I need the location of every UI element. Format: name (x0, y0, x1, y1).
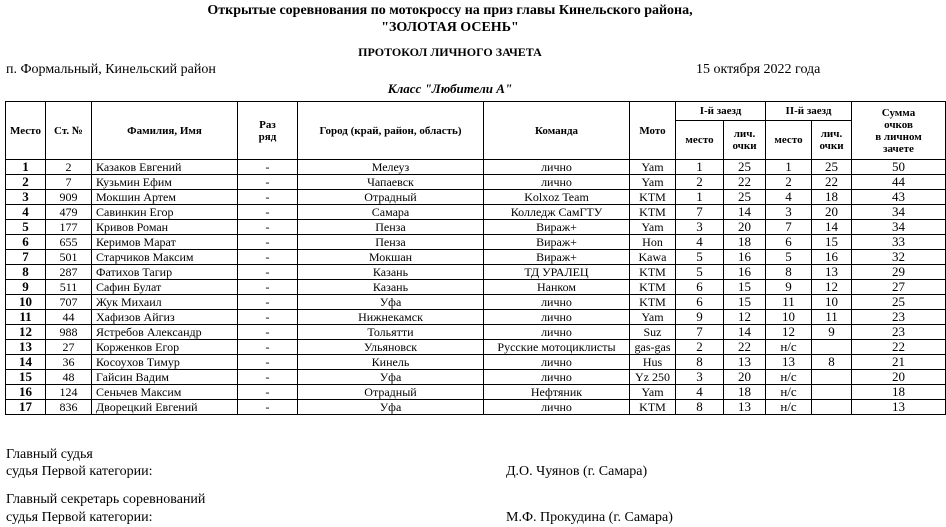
judge-title: Главный судья (6, 447, 93, 462)
cell-race2-place: н/с (766, 340, 812, 355)
cell-race2-points: 11 (812, 310, 852, 325)
cell-moto: KTM (630, 190, 676, 205)
cell-rank: - (238, 265, 298, 280)
cell-name: Кривов Роман (92, 220, 238, 235)
results-table (5, 101, 946, 415)
cell-race1-points: 22 (724, 340, 766, 355)
cell-team: лично (484, 400, 630, 415)
cell-moto: KTM (630, 205, 676, 220)
cell-place: 7 (6, 250, 46, 265)
cell-place: 4 (6, 205, 46, 220)
cell-start-no: 655 (46, 235, 92, 250)
cell-start-no: 287 (46, 265, 92, 280)
judge-category: судья Первой категории: (6, 464, 153, 479)
cell-city: Чапаевск (298, 175, 484, 190)
cell-team: лично (484, 325, 630, 340)
cell-place: 15 (6, 370, 46, 385)
cell-race2-place: 3 (766, 205, 812, 220)
cell-race2-place: 11 (766, 295, 812, 310)
cell-race1-points: 25 (724, 190, 766, 205)
header-moto: Мото (630, 102, 676, 160)
cell-race1-points: 22 (724, 175, 766, 190)
cell-rank: - (238, 220, 298, 235)
cell-race2-place: 6 (766, 235, 812, 250)
cell-rank: - (238, 250, 298, 265)
cell-race2-points (812, 400, 852, 415)
protocol-title: ПРОТОКОЛ ЛИЧНОГО ЗАЧЕТА (358, 45, 542, 59)
cell-place: 12 (6, 325, 46, 340)
cell-moto: Yam (630, 160, 676, 175)
cell-start-no: 479 (46, 205, 92, 220)
table-row (6, 295, 946, 310)
cell-race2-points (812, 385, 852, 400)
cell-city: Уфа (298, 370, 484, 385)
cell-race1-points: 18 (724, 235, 766, 250)
cell-place: 14 (6, 355, 46, 370)
cell-race1-points: 13 (724, 400, 766, 415)
cell-race2-place: 2 (766, 175, 812, 190)
cell-rank: - (238, 385, 298, 400)
cell-race1-points: 25 (724, 160, 766, 175)
table-row (6, 370, 946, 385)
cell-moto: Yam (630, 385, 676, 400)
cell-name: Гайсин Вадим (92, 370, 238, 385)
cell-race1-points: 12 (724, 310, 766, 325)
cell-name: Савинкин Егор (92, 205, 238, 220)
cell-start-no: 909 (46, 190, 92, 205)
cell-race2-place: н/с (766, 400, 812, 415)
cell-sum: 29 (852, 265, 946, 280)
cell-sum: 43 (852, 190, 946, 205)
cell-race1-points: 16 (724, 265, 766, 280)
cell-team: лично (484, 310, 630, 325)
cell-name: Корженков Егор (92, 340, 238, 355)
header-sum: Сумма очков в личном зачете (852, 102, 946, 160)
cell-sum: 22 (852, 340, 946, 355)
cell-sum: 13 (852, 400, 946, 415)
cell-city: Отрадный (298, 385, 484, 400)
cell-sum: 25 (852, 295, 946, 310)
table-row (6, 355, 946, 370)
cell-moto: Yz 250 (630, 370, 676, 385)
cell-place: 1 (6, 160, 46, 175)
cell-moto: Hon (630, 235, 676, 250)
header-team: Команда (484, 102, 630, 160)
cell-moto: Hus (630, 355, 676, 370)
cell-place: 2 (6, 175, 46, 190)
cell-name: Фатихов Тагир (92, 265, 238, 280)
cell-city: Казань (298, 280, 484, 295)
cell-team: ТД УРАЛЕЦ (484, 265, 630, 280)
class-title: Класс "Любители А" (387, 81, 513, 96)
cell-race2-points (812, 340, 852, 355)
cell-city: Отрадный (298, 190, 484, 205)
cell-start-no: 707 (46, 295, 92, 310)
cell-moto: KTM (630, 280, 676, 295)
cell-team: лично (484, 175, 630, 190)
header-start-no: Ст. № (46, 102, 92, 160)
cell-team: Нефтяник (484, 385, 630, 400)
cell-race1-points: 13 (724, 355, 766, 370)
cell-name: Ястребов Александр (92, 325, 238, 340)
cell-race1-place: 1 (676, 190, 724, 205)
cell-moto: KTM (630, 265, 676, 280)
table-row (6, 250, 946, 265)
cell-race1-place: 8 (676, 355, 724, 370)
cell-city: Самара (298, 205, 484, 220)
cell-moto: gas-gas (630, 340, 676, 355)
table-row (6, 340, 946, 355)
cell-start-no: 48 (46, 370, 92, 385)
cell-race2-place: 13 (766, 355, 812, 370)
cell-start-no: 511 (46, 280, 92, 295)
cell-city: Пенза (298, 220, 484, 235)
cell-city: Мелеуз (298, 160, 484, 175)
cell-city: Пенза (298, 235, 484, 250)
cell-race2-points: 15 (812, 235, 852, 250)
cell-name: Дворецкий Евгений (92, 400, 238, 415)
cell-rank: - (238, 310, 298, 325)
title-line-1: Открытые соревнования по мотокроссу на приз главы Кинельского района, (207, 3, 693, 18)
secretary-name: М.Ф. Прокудина (г. Самара) (506, 510, 673, 525)
cell-team: Вираж+ (484, 220, 630, 235)
cell-race1-points: 18 (724, 385, 766, 400)
cell-race2-points: 25 (812, 160, 852, 175)
cell-place: 5 (6, 220, 46, 235)
cell-start-no: 36 (46, 355, 92, 370)
cell-race2-place: 9 (766, 280, 812, 295)
title-line-2: "ЗОЛОТАЯ ОСЕНЬ" (381, 20, 519, 35)
cell-race1-place: 4 (676, 385, 724, 400)
cell-sum: 23 (852, 325, 946, 340)
cell-rank: - (238, 370, 298, 385)
header-race1-place: место (676, 121, 724, 160)
cell-start-no: 501 (46, 250, 92, 265)
cell-race2-place: 12 (766, 325, 812, 340)
cell-place: 11 (6, 310, 46, 325)
cell-start-no: 44 (46, 310, 92, 325)
table-row (6, 235, 946, 250)
table-row (6, 265, 946, 280)
cell-rank: - (238, 355, 298, 370)
cell-race1-points: 20 (724, 220, 766, 235)
cell-place: 17 (6, 400, 46, 415)
cell-sum: 21 (852, 355, 946, 370)
table-row (6, 205, 946, 220)
cell-team: Вираж+ (484, 250, 630, 265)
cell-race1-place: 7 (676, 205, 724, 220)
cell-race1-place: 3 (676, 370, 724, 385)
cell-name: Казаков Евгений (92, 160, 238, 175)
cell-name: Хафизов Айгиз (92, 310, 238, 325)
cell-name: Кузьмин Ефим (92, 175, 238, 190)
cell-race1-place: 4 (676, 235, 724, 250)
cell-team: Kolxoz Team (484, 190, 630, 205)
cell-place: 13 (6, 340, 46, 355)
cell-sum: 33 (852, 235, 946, 250)
cell-race1-points: 20 (724, 370, 766, 385)
cell-race2-points: 13 (812, 265, 852, 280)
cell-start-no: 7 (46, 175, 92, 190)
cell-sum: 44 (852, 175, 946, 190)
table-row (6, 400, 946, 415)
cell-race2-points: 14 (812, 220, 852, 235)
cell-name: Сеньчев Максим (92, 385, 238, 400)
cell-race1-points: 16 (724, 250, 766, 265)
cell-race2-place: н/с (766, 370, 812, 385)
cell-city: Казань (298, 265, 484, 280)
cell-city: Ульяновск (298, 340, 484, 355)
table-row (6, 160, 946, 175)
header-name: Фамилия, Имя (92, 102, 238, 160)
cell-race1-place: 7 (676, 325, 724, 340)
table-row (6, 310, 946, 325)
cell-moto: Kawa (630, 250, 676, 265)
header-city: Город (край, район, область) (298, 102, 484, 160)
cell-race2-points: 10 (812, 295, 852, 310)
cell-name: Мокшин Артем (92, 190, 238, 205)
cell-race1-place: 2 (676, 340, 724, 355)
cell-sum: 27 (852, 280, 946, 295)
cell-moto: Yam (630, 310, 676, 325)
cell-race1-place: 5 (676, 250, 724, 265)
cell-team: лично (484, 160, 630, 175)
results-body (6, 160, 946, 415)
cell-rank: - (238, 190, 298, 205)
cell-rank: - (238, 295, 298, 310)
cell-race2-place: н/с (766, 385, 812, 400)
table-row (6, 280, 946, 295)
cell-race1-place: 5 (676, 265, 724, 280)
judge-name: Д.О. Чуянов (г. Самара) (506, 464, 648, 479)
cell-team: лично (484, 370, 630, 385)
table-row (6, 385, 946, 400)
cell-rank: - (238, 280, 298, 295)
cell-team: Колледж СамГТУ (484, 205, 630, 220)
cell-team: Вираж+ (484, 235, 630, 250)
cell-race1-place: 8 (676, 400, 724, 415)
cell-team: лично (484, 295, 630, 310)
header-race2-points: лич. очки (812, 121, 852, 160)
cell-start-no: 27 (46, 340, 92, 355)
cell-race1-place: 2 (676, 175, 724, 190)
cell-sum: 23 (852, 310, 946, 325)
cell-race1-points: 15 (724, 280, 766, 295)
cell-start-no: 177 (46, 220, 92, 235)
cell-place: 10 (6, 295, 46, 310)
cell-team: Нанком (484, 280, 630, 295)
cell-rank: - (238, 235, 298, 250)
cell-rank: - (238, 160, 298, 175)
cell-place: 8 (6, 265, 46, 280)
header-place: Место (6, 102, 46, 160)
cell-sum: 18 (852, 385, 946, 400)
cell-rank: - (238, 340, 298, 355)
cell-name: Сафин Булат (92, 280, 238, 295)
cell-race2-points: 22 (812, 175, 852, 190)
cell-name: Косоухов Тимур (92, 355, 238, 370)
cell-team: Русские мотоциклисты (484, 340, 630, 355)
cell-race1-points: 14 (724, 205, 766, 220)
cell-race2-place: 7 (766, 220, 812, 235)
cell-start-no: 124 (46, 385, 92, 400)
cell-name: Старчиков Максим (92, 250, 238, 265)
cell-team: лично (484, 355, 630, 370)
cell-race1-place: 6 (676, 280, 724, 295)
header-race1-points: лич. очки (724, 121, 766, 160)
cell-race2-points: 9 (812, 325, 852, 340)
cell-place: 6 (6, 235, 46, 250)
cell-sum: 20 (852, 370, 946, 385)
cell-name: Жук Михаил (92, 295, 238, 310)
cell-moto: Yam (630, 220, 676, 235)
cell-rank: - (238, 325, 298, 340)
table-row (6, 175, 946, 190)
cell-place: 3 (6, 190, 46, 205)
cell-race1-place: 3 (676, 220, 724, 235)
secretary-title: Главный секретарь соревнований (6, 492, 206, 507)
cell-race2-place: 10 (766, 310, 812, 325)
secretary-category: судья Первой категории: (6, 510, 153, 525)
cell-race1-points: 15 (724, 295, 766, 310)
cell-race1-place: 6 (676, 295, 724, 310)
cell-city: Мокшан (298, 250, 484, 265)
event-date: 15 октября 2022 года (696, 62, 821, 77)
cell-race2-points: 12 (812, 280, 852, 295)
cell-city: Нижнекамск (298, 310, 484, 325)
cell-race2-place: 5 (766, 250, 812, 265)
cell-sum: 34 (852, 220, 946, 235)
cell-start-no: 836 (46, 400, 92, 415)
cell-race2-place: 1 (766, 160, 812, 175)
header-race-2: II-й заезд (766, 102, 852, 121)
cell-city: Тольятти (298, 325, 484, 340)
cell-sum: 34 (852, 205, 946, 220)
cell-place: 9 (6, 280, 46, 295)
header-rank: Раз ряд (238, 102, 298, 160)
cell-city: Кинель (298, 355, 484, 370)
cell-race1-place: 9 (676, 310, 724, 325)
cell-race1-points: 14 (724, 325, 766, 340)
cell-race2-place: 4 (766, 190, 812, 205)
cell-race2-points (812, 370, 852, 385)
cell-sum: 32 (852, 250, 946, 265)
cell-place: 16 (6, 385, 46, 400)
table-row (6, 220, 946, 235)
cell-rank: - (238, 205, 298, 220)
cell-moto: KTM (630, 400, 676, 415)
table-row (6, 190, 946, 205)
header-race-1: I-й заезд (676, 102, 766, 121)
table-row (6, 325, 946, 340)
cell-city: Уфа (298, 295, 484, 310)
cell-race2-place: 8 (766, 265, 812, 280)
cell-start-no: 2 (46, 160, 92, 175)
cell-name: Керимов Марат (92, 235, 238, 250)
cell-moto: Yam (630, 175, 676, 190)
header-race2-place: место (766, 121, 812, 160)
cell-moto: Suz (630, 325, 676, 340)
cell-race1-place: 1 (676, 160, 724, 175)
cell-race2-points: 18 (812, 190, 852, 205)
cell-rank: - (238, 400, 298, 415)
cell-city: Уфа (298, 400, 484, 415)
cell-sum: 50 (852, 160, 946, 175)
event-place: п. Формальный, Кинельский район (6, 62, 216, 77)
cell-race2-points: 20 (812, 205, 852, 220)
cell-race2-points: 16 (812, 250, 852, 265)
cell-moto: KTM (630, 295, 676, 310)
cell-start-no: 988 (46, 325, 92, 340)
cell-rank: - (238, 175, 298, 190)
cell-race2-points: 8 (812, 355, 852, 370)
